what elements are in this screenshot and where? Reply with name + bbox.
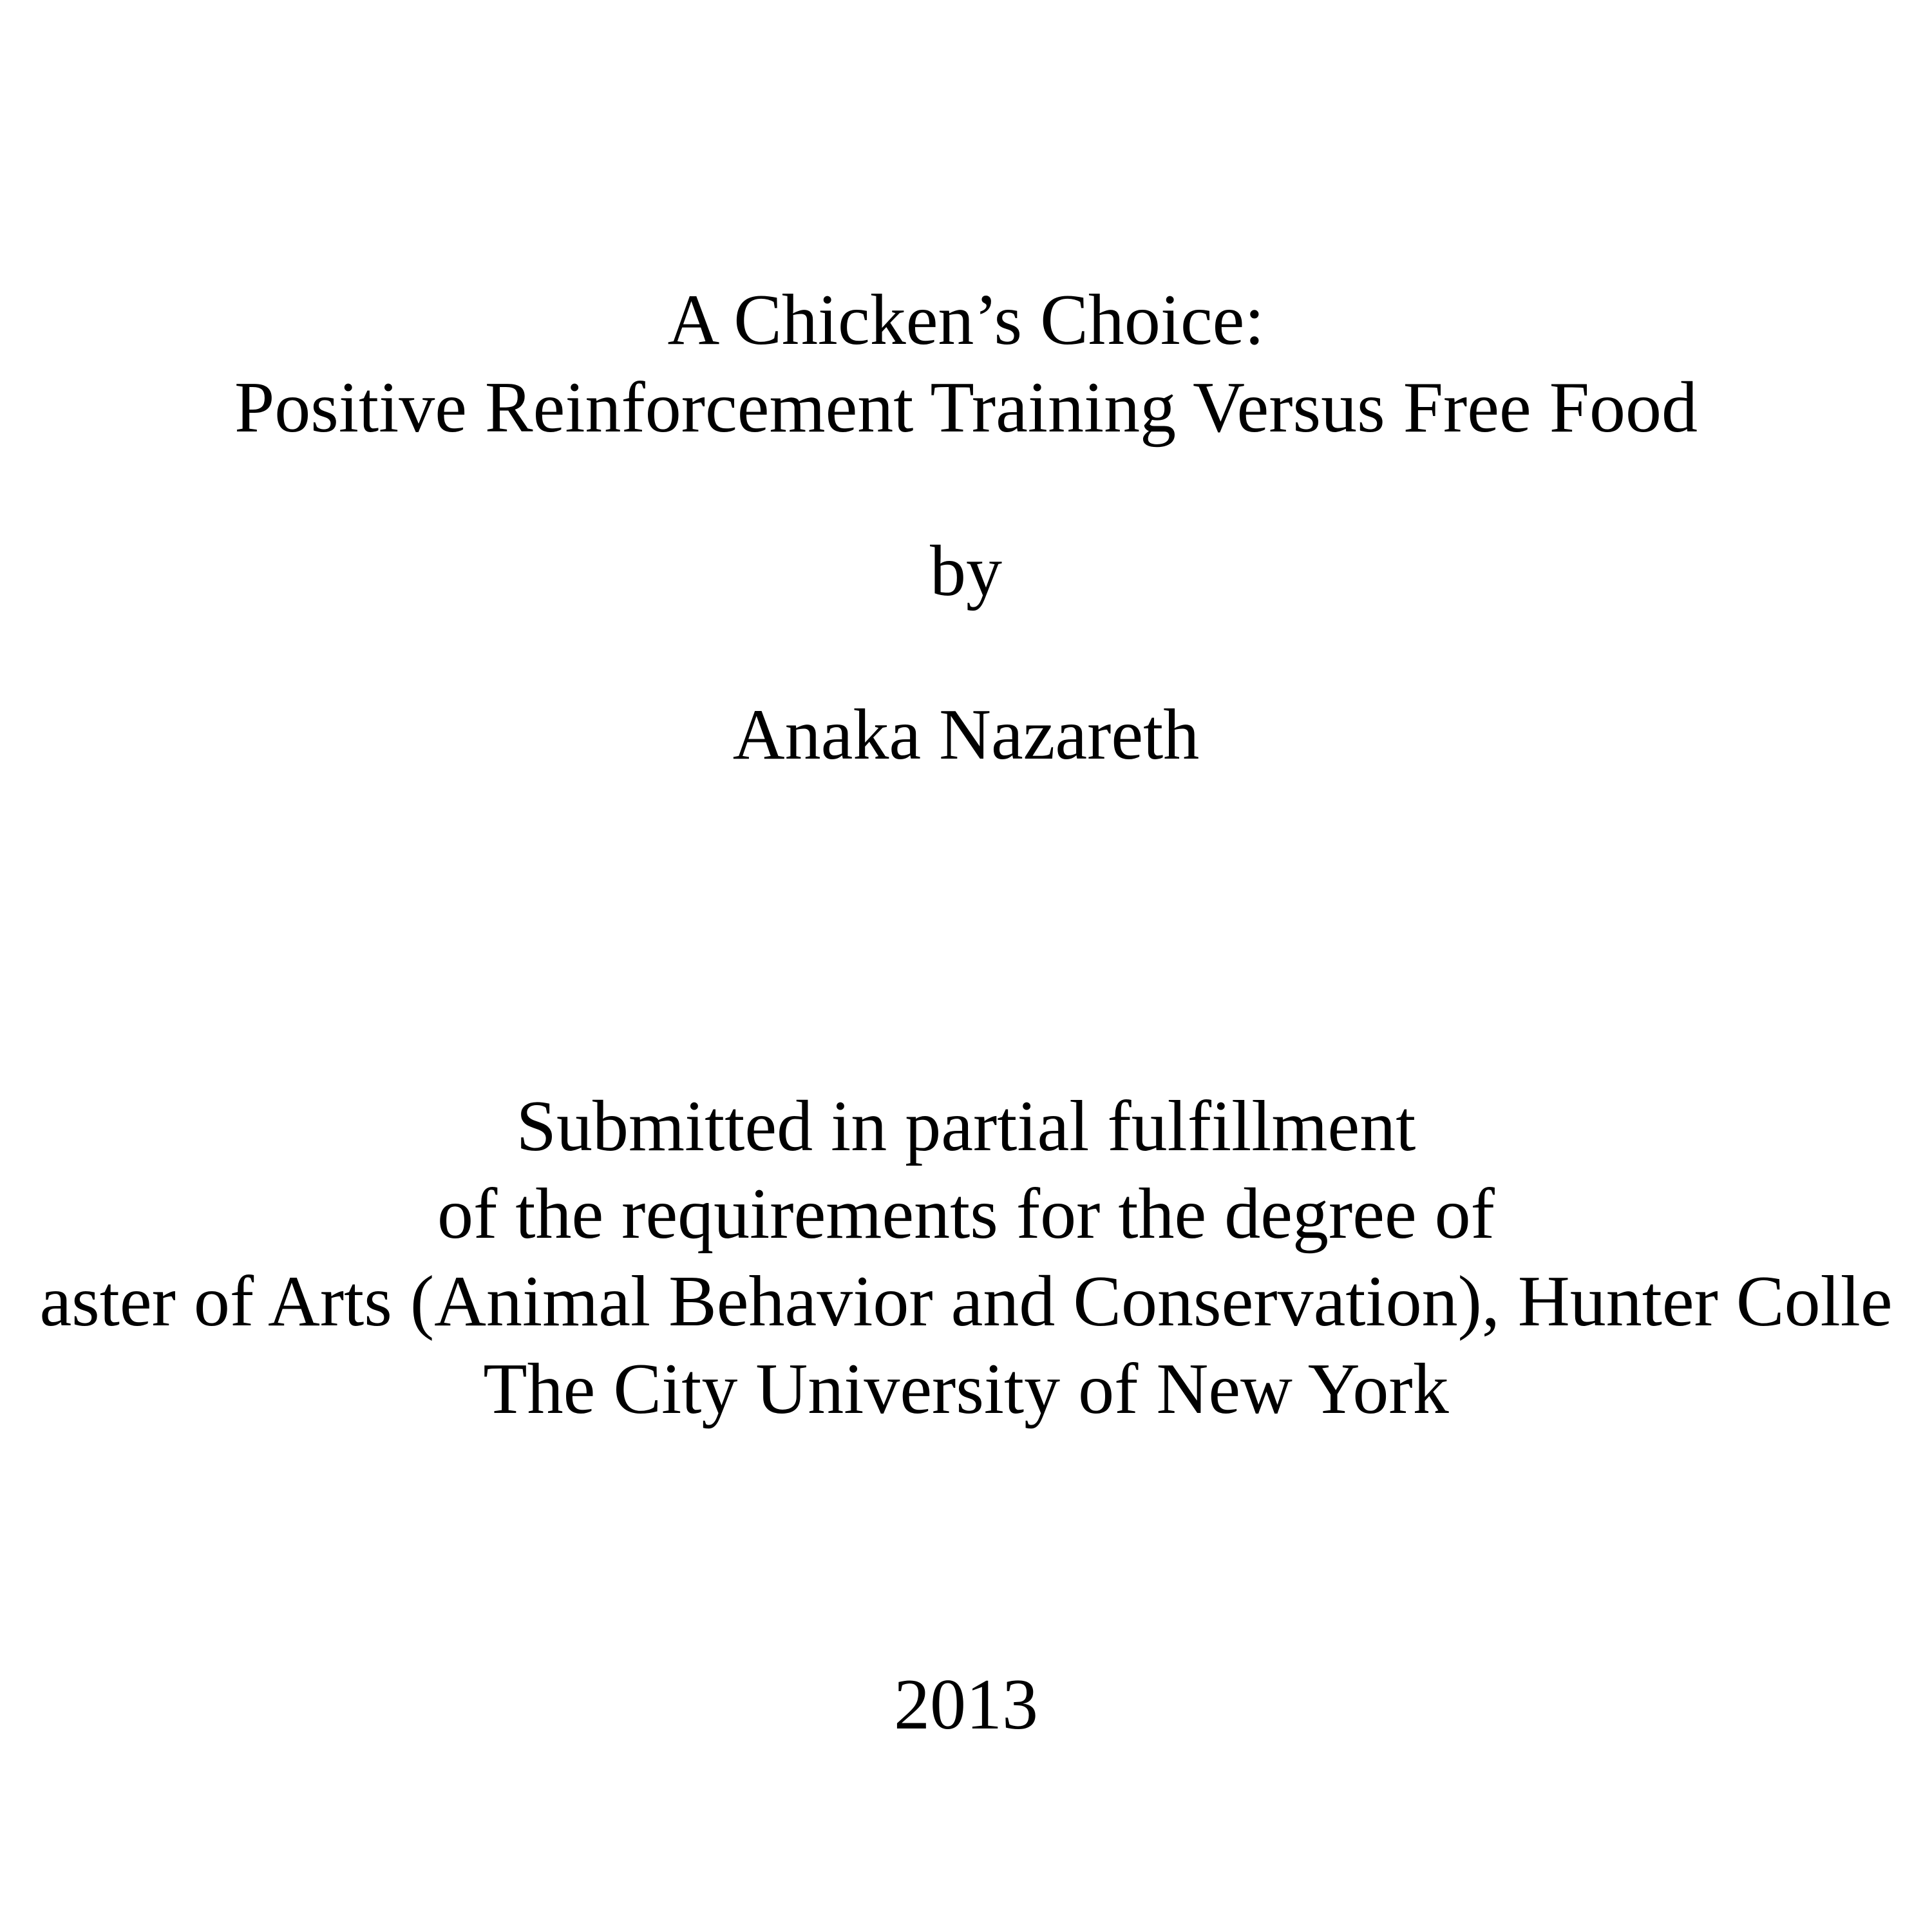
title-line-2: Positive Reinforcement Training Versus Free Food [234, 368, 1698, 448]
submission-line-2: of the requirements for the degree of [437, 1174, 1495, 1254]
submission-line-4: The City University of New York [483, 1349, 1449, 1429]
by-line: by [930, 531, 1002, 611]
submission-line-3: aster of Arts (Animal Behavior and Conservation), Hunter Colle [39, 1262, 1893, 1341]
degree-line-row [0, 1257, 1932, 1354]
submission-line-1: Submitted in partial fulfillment [516, 1086, 1416, 1166]
title-line-1: A Chicken’s Choice: [667, 280, 1265, 360]
year: 2013 [894, 1665, 1038, 1745]
author-name: Anaka Nazareth [732, 695, 1200, 775]
